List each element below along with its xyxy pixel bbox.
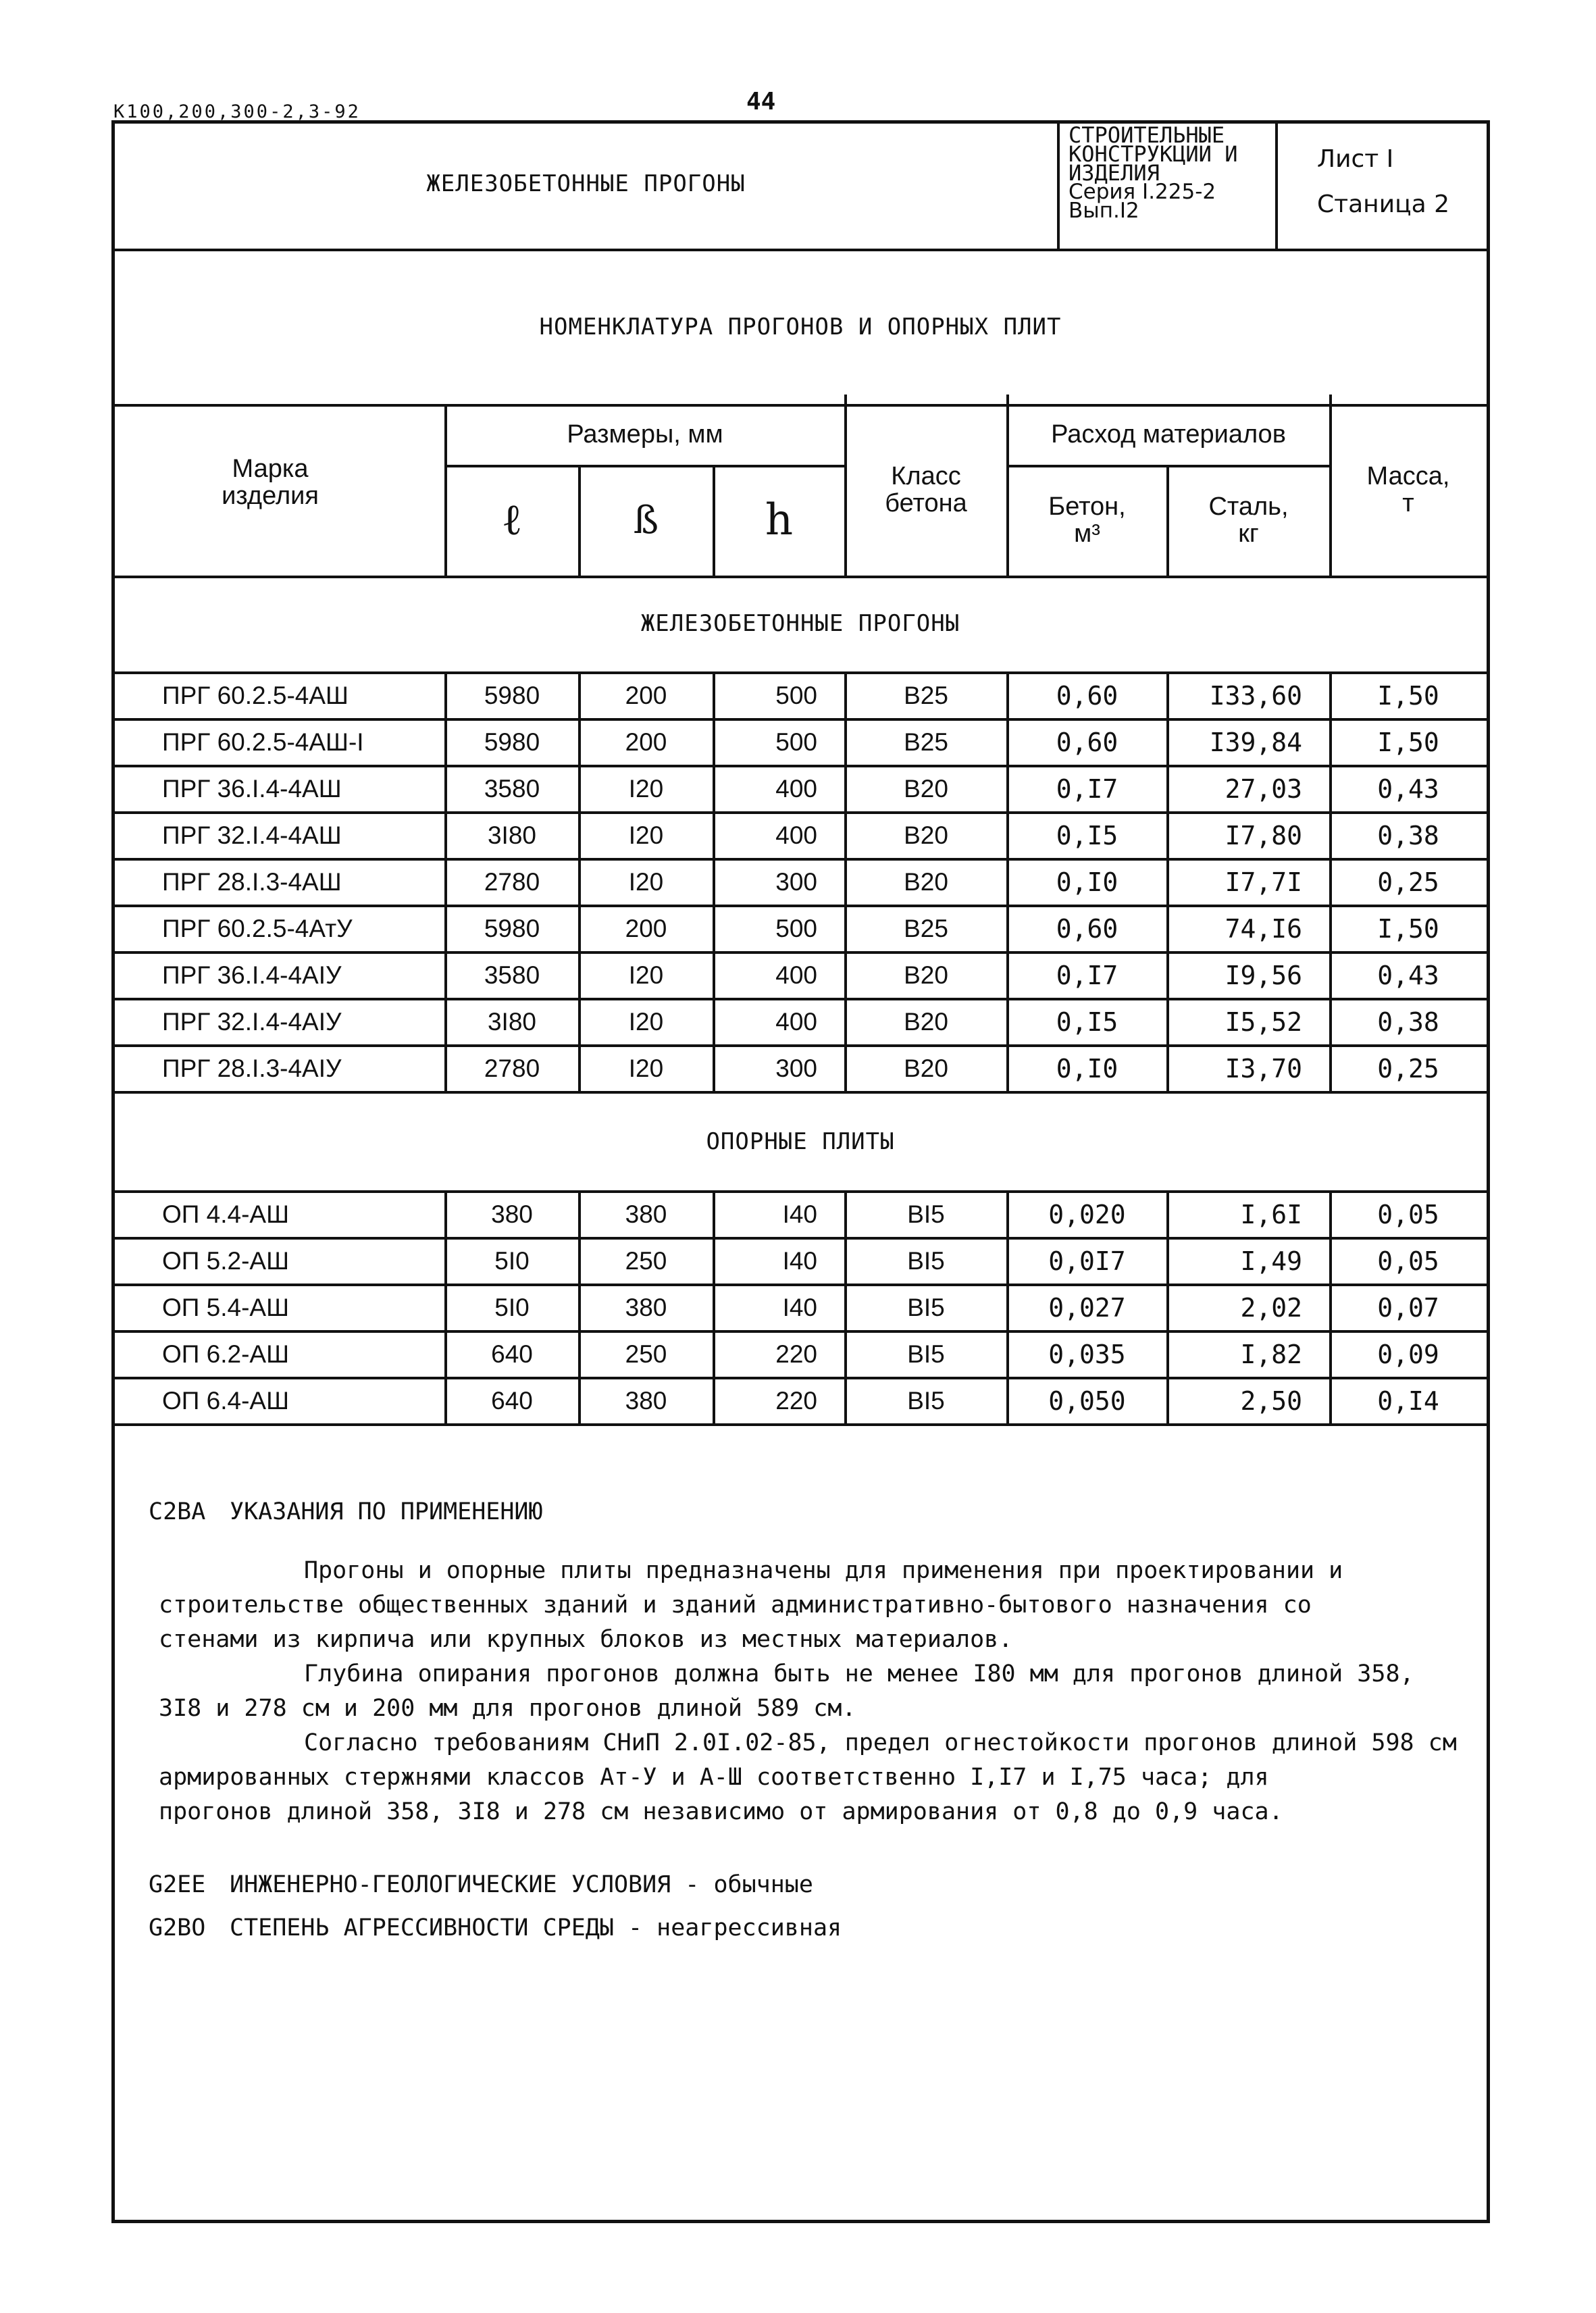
group-title-purlins: ЖЕЛЕЗОБЕТОННЫЕ ПРОГОНЫ <box>640 610 960 638</box>
cell-class: В25 <box>904 915 948 943</box>
cell-mass: 0,43 <box>1377 773 1439 804</box>
cell-height: 500 <box>775 682 817 710</box>
cell-length: 2780 <box>484 1054 540 1083</box>
column-divider <box>1166 1192 1169 1425</box>
cell-mass: 0,05 <box>1377 1199 1439 1229</box>
cell-class: В20 <box>904 1054 948 1083</box>
cell-concrete: 0,60 <box>1056 680 1118 711</box>
header-divider-2 <box>1275 120 1278 250</box>
cell-class: ВI5 <box>907 1340 945 1369</box>
table-caption: НОМЕНКЛАТУРА ПРОГОНОВ И ОПОРНЫХ ПЛИТ <box>539 313 1062 341</box>
usage-line: Прогоны и опорные плиты предназначены для применения при проектировании и <box>304 1557 1343 1584</box>
cell-width: 380 <box>625 1387 667 1415</box>
section-geology-text: ИНЖЕНЕРНО-ГЕОЛОГИЧЕСКИЕ УСЛОВИЯ - обычные <box>230 1871 813 1898</box>
cell-mark: ПРГ 36.I.4-4АШ <box>162 775 342 803</box>
column-divider <box>844 1192 847 1425</box>
page-label: Станица 2 <box>1317 190 1450 218</box>
cell-concrete: 0,I5 <box>1056 820 1118 850</box>
section-geology-code: G2EE <box>149 1871 206 1898</box>
cell-height: 400 <box>775 821 817 850</box>
cell-height: 220 <box>775 1340 817 1369</box>
cell-height: I40 <box>782 1247 817 1275</box>
cell-concrete: 0,035 <box>1048 1339 1126 1369</box>
issue-label: Вып.I2 <box>1069 199 1139 223</box>
cell-width: I20 <box>628 868 664 896</box>
cell-width: 200 <box>625 728 667 757</box>
cell-concrete: 0,I0 <box>1056 867 1118 897</box>
cell-length: 640 <box>491 1340 533 1369</box>
cell-steel: I5,52 <box>1225 1007 1302 1037</box>
cell-steel: 2,02 <box>1240 1292 1302 1323</box>
col-header-h: h <box>765 495 794 546</box>
cell-height: 400 <box>775 961 817 990</box>
cell-class: ВI5 <box>907 1247 945 1275</box>
cell-steel: I33,60 <box>1209 680 1302 711</box>
cell-mark: ПРГ 36.I.4-4АIУ <box>162 961 342 990</box>
series-label: Серия I.225-2 <box>1069 180 1216 204</box>
cell-width: I20 <box>628 1008 664 1036</box>
cell-mark: ПРГ 60.2.5-4АтУ <box>162 915 353 943</box>
org-line-2: КОНСТРУКЦИИ И <box>1069 141 1238 167</box>
section-usage <box>149 1498 543 1525</box>
column-divider <box>1166 673 1169 1092</box>
cell-length: 5980 <box>484 682 540 710</box>
cell-concrete: 0,020 <box>1048 1199 1126 1229</box>
cell-length: 3580 <box>484 961 540 990</box>
cell-length: 5I0 <box>494 1294 530 1322</box>
cell-concrete: 0,050 <box>1048 1386 1126 1416</box>
col-header-mark: Марка изделия <box>222 455 319 510</box>
cell-height: 220 <box>775 1387 817 1415</box>
cell-steel: I39,84 <box>1209 727 1302 757</box>
section-aggressiveness-code: G2BO <box>149 1914 206 1941</box>
cell-height: 300 <box>775 868 817 896</box>
cell-mark: ОП 6.4-АШ <box>162 1387 289 1415</box>
usage-text <box>159 1554 1457 1829</box>
column-divider <box>844 673 847 1092</box>
table-bottom-line <box>111 1423 1490 1426</box>
cell-width: I20 <box>628 961 664 990</box>
cell-class: В20 <box>904 961 948 990</box>
col-header-class: Класс бетона <box>885 462 967 517</box>
column-divider <box>1329 1192 1332 1425</box>
document-code: К100,200,300-2,3-92 <box>113 101 361 122</box>
col-header-mass: Масса, т <box>1366 462 1450 517</box>
cell-steel: 27,03 <box>1225 773 1302 804</box>
usage-line: 3I8 и 278 см и 200 мм для прогонов длиной 589 см. <box>159 1695 856 1722</box>
header-org-block <box>1069 122 1238 223</box>
group-title-plates: ОПОРНЫЕ ПЛИТЫ <box>706 1128 895 1156</box>
cell-steel: I,82 <box>1240 1339 1302 1369</box>
cell-steel: I7,80 <box>1225 820 1302 850</box>
cell-class: В20 <box>904 868 948 896</box>
cell-steel: I7,7I <box>1225 867 1302 897</box>
cell-steel: I,6I <box>1240 1199 1302 1229</box>
cell-mass: 0,09 <box>1377 1339 1439 1369</box>
col-header-l: ℓ <box>501 495 523 546</box>
cell-length: 2780 <box>484 868 540 896</box>
cell-mass: I,50 <box>1377 727 1439 757</box>
cell-mark: ПРГ 28.I.3-4АIУ <box>162 1054 342 1083</box>
cell-class: ВI5 <box>907 1294 945 1322</box>
column-divider <box>1006 673 1009 1092</box>
cell-mark: ПРГ 32.I.4-4АШ <box>162 821 342 850</box>
cell-length: 3580 <box>484 775 540 803</box>
column-divider <box>578 673 581 1092</box>
usage-line: строительстве общественных зданий и зданий административно-бытового назначения со <box>159 1592 1312 1619</box>
cell-mark: ПРГ 60.2.5-4АШ <box>162 682 349 710</box>
cell-length: 5I0 <box>494 1247 530 1275</box>
cell-height: 500 <box>775 728 817 757</box>
column-divider <box>444 1192 447 1425</box>
cell-width: I20 <box>628 775 664 803</box>
cell-steel: I3,70 <box>1225 1053 1302 1084</box>
cell-concrete: 0,I7 <box>1056 773 1118 804</box>
cell-mark: ПРГ 60.2.5-4АШ-I <box>162 728 364 757</box>
usage-line: Глубина опирания прогонов должна быть не менее I80 мм для прогонов длиной 358, <box>304 1660 1414 1687</box>
column-divider <box>1329 673 1332 1092</box>
cell-mass: I,50 <box>1377 680 1439 711</box>
cell-width: I20 <box>628 821 664 850</box>
cell-mass: 0,05 <box>1377 1246 1439 1276</box>
cell-class: ВI5 <box>907 1387 945 1415</box>
cell-width: 200 <box>625 915 667 943</box>
cell-width: 380 <box>625 1200 667 1229</box>
cell-class: В25 <box>904 728 948 757</box>
cell-mass: 0,25 <box>1377 1053 1439 1084</box>
usage-line: Согласно требованиям СНиП 2.0I.02-85, предел огнестойкости прогонов длиной 598 см <box>304 1729 1457 1756</box>
col-header-b: ß <box>633 498 659 542</box>
column-divider <box>444 673 447 1092</box>
col-header-steel: Сталь, кг <box>1208 492 1289 548</box>
cell-concrete: 0,I7 <box>1056 960 1118 990</box>
cell-mass: 0,25 <box>1377 867 1439 897</box>
cell-mass: 0,07 <box>1377 1292 1439 1323</box>
sheet-label: Лист I <box>1317 145 1394 173</box>
cell-class: В20 <box>904 821 948 850</box>
cell-length: 3I80 <box>487 1008 536 1036</box>
cell-mark: ОП 4.4-АШ <box>162 1200 289 1229</box>
cell-mass: 0,I4 <box>1377 1386 1439 1416</box>
cell-class: В20 <box>904 775 948 803</box>
cell-width: 380 <box>625 1294 667 1322</box>
section-usage-title: УКАЗАНИЯ ПО ПРИМЕНЕНИЮ <box>230 1498 543 1525</box>
page-number: 44 <box>746 88 776 116</box>
cell-mark: ОП 5.4-АШ <box>162 1294 289 1322</box>
cell-class: В20 <box>904 1008 948 1036</box>
cell-steel: 2,50 <box>1240 1386 1302 1416</box>
cell-height: 300 <box>775 1054 817 1083</box>
cell-mass: 0,43 <box>1377 960 1439 990</box>
cell-mark: ОП 6.2-АШ <box>162 1340 289 1369</box>
usage-line: стенами из кирпича или крупных блоков из местных материалов. <box>159 1626 1013 1653</box>
cell-steel: I,49 <box>1240 1246 1302 1276</box>
cell-class: В25 <box>904 682 948 710</box>
cell-concrete: 0,60 <box>1056 913 1118 944</box>
cell-length: 380 <box>491 1200 533 1229</box>
cell-height: 400 <box>775 1008 817 1036</box>
col-header-materials: Расход материалов <box>1051 420 1286 449</box>
header-divider-1 <box>1057 120 1060 250</box>
cell-mass: I,50 <box>1377 913 1439 944</box>
section-aggressiveness <box>149 1914 842 1941</box>
cell-length: 5980 <box>484 728 540 757</box>
header-title: ЖЕЛЕЗОБЕТОННЫЕ ПРОГОНЫ <box>426 170 746 198</box>
cell-mark: ПРГ 28.I.3-4АШ <box>162 868 342 896</box>
column-divider <box>713 1192 715 1425</box>
cell-mass: 0,38 <box>1377 1007 1439 1037</box>
cell-mark: ОП 5.2-АШ <box>162 1247 289 1275</box>
cell-steel: 74,I6 <box>1225 913 1302 944</box>
cell-steel: I9,56 <box>1225 960 1302 990</box>
cell-height: I40 <box>782 1200 817 1229</box>
cell-concrete: 0,60 <box>1056 727 1118 757</box>
cell-width: 200 <box>625 682 667 710</box>
cell-width: I20 <box>628 1054 664 1083</box>
cell-concrete: 0,I5 <box>1056 1007 1118 1037</box>
cell-concrete: 0,027 <box>1048 1292 1126 1323</box>
section-geology <box>149 1871 813 1898</box>
cell-length: 3I80 <box>487 821 536 850</box>
cell-height: I40 <box>782 1294 817 1322</box>
cell-class: ВI5 <box>907 1200 945 1229</box>
cell-width: 250 <box>625 1340 667 1369</box>
cell-concrete: 0,I0 <box>1056 1053 1118 1084</box>
cell-width: 250 <box>625 1247 667 1275</box>
org-line-1: СТРОИТЕЛЬНЫЕ <box>1069 122 1225 148</box>
cell-concrete: 0,0I7 <box>1048 1246 1126 1276</box>
cell-height: 500 <box>775 915 817 943</box>
cell-length: 5980 <box>484 915 540 943</box>
org-line-3: ИЗДЕЛИЯ <box>1069 160 1160 186</box>
column-divider <box>1006 1192 1009 1425</box>
col-header-concrete: Бетон, м³ <box>1048 492 1126 548</box>
section-aggressiveness-text: СТЕПЕНЬ АГРЕССИВНОСТИ СРЕДЫ - неагрессивная <box>230 1914 842 1941</box>
usage-line: прогонов длиной 358, 3I8 и 278 см независимо от армирования от 0,8 до 0,9 часа. <box>159 1798 1283 1825</box>
col-header-sizes: Размеры, мм <box>567 420 723 449</box>
cell-mark: ПРГ 32.I.4-4АIУ <box>162 1008 342 1036</box>
usage-line: армированных стержнями классов Ат-У и А-Ш соответственно I,I7 и I,75 часа; для <box>159 1764 1269 1791</box>
cell-height: 400 <box>775 775 817 803</box>
cell-length: 640 <box>491 1387 533 1415</box>
cell-mass: 0,38 <box>1377 820 1439 850</box>
section-usage-code: C2BA <box>149 1498 206 1525</box>
column-divider <box>578 1192 581 1425</box>
column-divider <box>713 673 715 1092</box>
